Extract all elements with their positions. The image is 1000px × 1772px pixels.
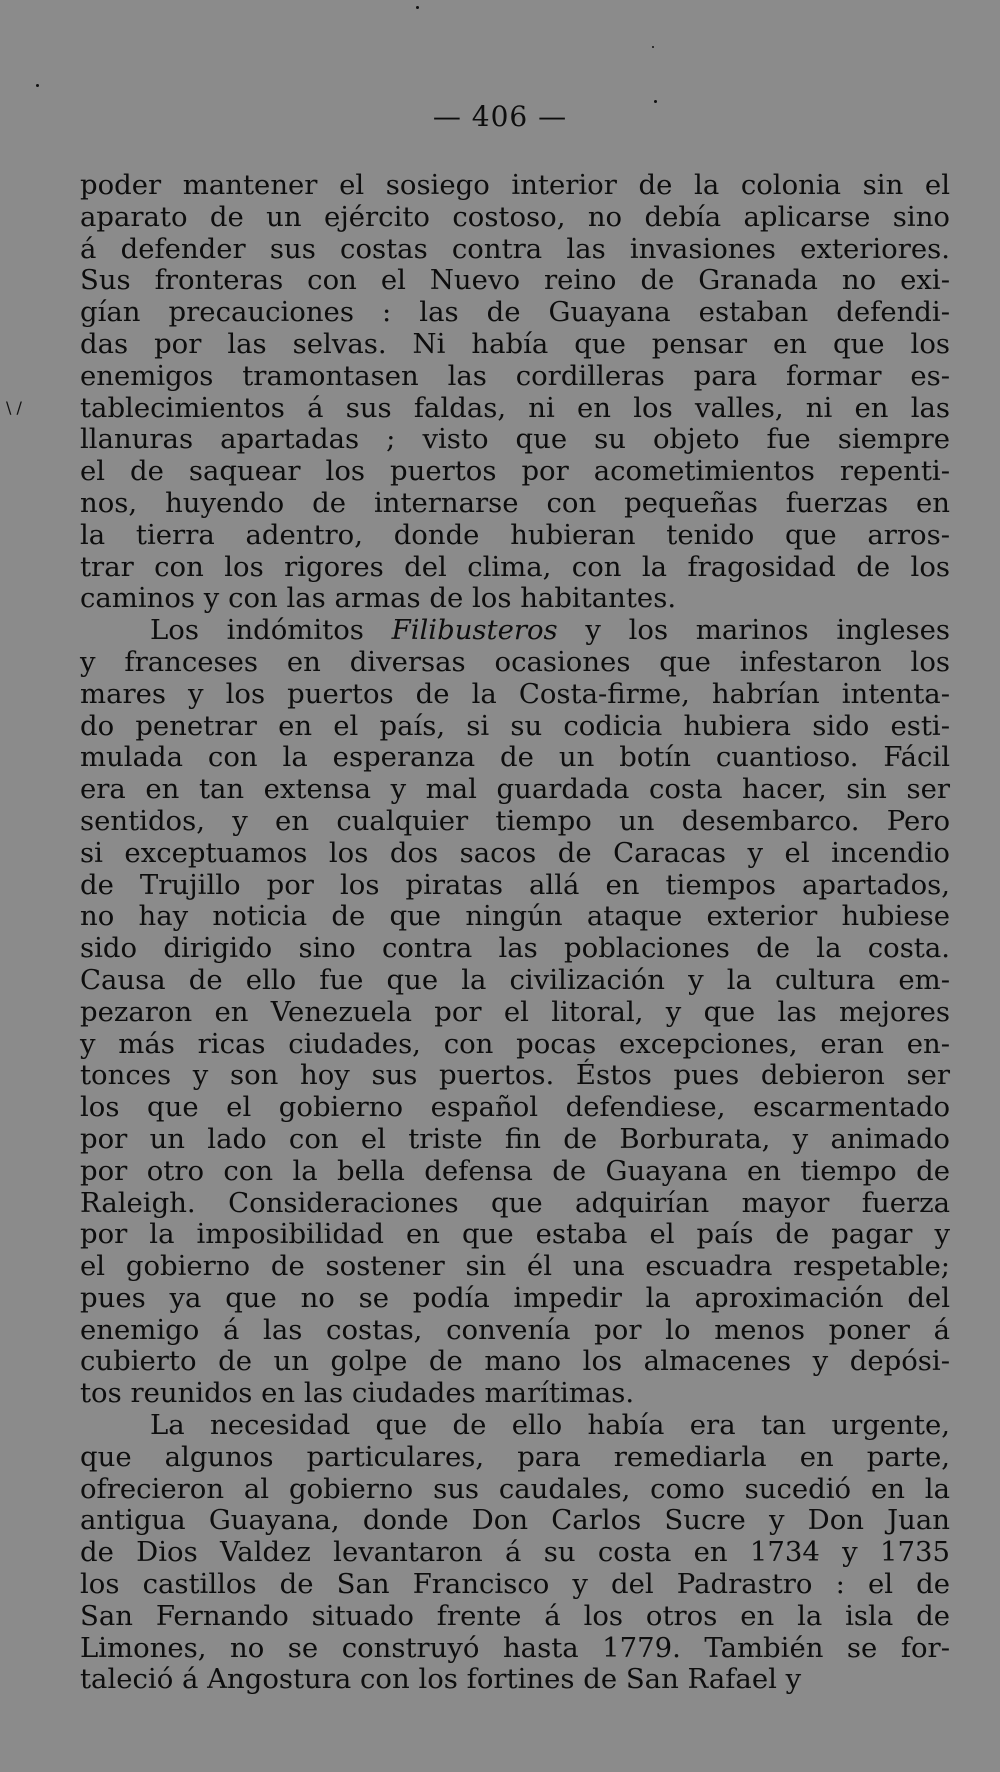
- text-line: y franceses en diversas ocasiones que infestaron los: [80, 645, 950, 678]
- text-line: cubierto de un golpe de mano los almacenes y depósi-: [80, 1345, 950, 1378]
- text-line: los castillos de San Francisco y del Padrastro : el de: [80, 1568, 950, 1601]
- text-line: de Dios Valdez levantaron á su costa en 1734 y 1735: [80, 1536, 950, 1569]
- text-line: La necesidad que de ello había era tan urgente,: [150, 1409, 950, 1442]
- text-line: Raleigh. Consideraciones que adquirían mayor fuerza: [80, 1186, 950, 1219]
- italic-term: Filibusteros: [391, 614, 558, 647]
- body-text: [80, 170, 950, 1696]
- text-line: tonces y son hoy sus puertos. Éstos pues debieron ser: [80, 1059, 950, 1092]
- ink-speck: [652, 46, 654, 48]
- text-line: mares y los puertos de la Costa-firme, habrían intenta-: [80, 677, 950, 710]
- text-line: el de saquear los puertos por acometimientos repenti-: [80, 455, 950, 488]
- text-line: Los indómitos Filibusteros y los marinos ingleses: [150, 614, 950, 647]
- text-line: mulada con la esperanza de un botín cuantioso. Fácil: [80, 741, 950, 774]
- text-line: tos reunidos en las ciudades marítimas.: [80, 1377, 635, 1410]
- text-line: por un lado con el triste fin de Borburata, y animado: [80, 1122, 950, 1155]
- text-line: trar con los rigores del clima, con la fragosidad de los: [80, 550, 950, 583]
- text-line: no hay noticia de que ningún ataque exterior hubiese: [80, 900, 950, 933]
- ink-speck: [36, 84, 39, 87]
- margin-mark: \ /: [6, 398, 22, 417]
- text-line: enemigo á las costas, convenía por lo menos poner á: [80, 1313, 950, 1346]
- text-line: poder mantener el sosiego interior de la colonia sin el: [80, 169, 950, 201]
- text-line: llanuras apartadas ; visto que su objeto fue siempre: [80, 423, 950, 456]
- text-line: pues ya que no se podía impedir la aproximación del: [80, 1281, 950, 1314]
- text-line: y más ricas ciudades, con pocas excepciones, eran en-: [80, 1027, 950, 1060]
- text-line: San Fernando situado frente á los otros en la isla de: [80, 1599, 950, 1632]
- text-line: tablecimientos á sus faldas, ni en los valles, ni en las: [80, 391, 950, 424]
- text-line: pezaron en Venezuela por el litoral, y que las mejores: [80, 995, 950, 1028]
- text-line: das por las selvas. Ni había que pensar en que los: [80, 327, 950, 360]
- ink-speck: [654, 100, 657, 103]
- text-line: sido dirigido sino contra las poblaciones de la costa.: [80, 932, 950, 965]
- text-line: Causa de ello fue que la civilización y la cultura em-: [80, 963, 950, 996]
- text-line: si exceptuamos los dos sacos de Caracas y el incendio: [80, 836, 950, 869]
- text-line: el gobierno de sostener sin él una escuadra respetable;: [80, 1250, 950, 1283]
- paragraph: [80, 1410, 950, 1696]
- text-line: nos, huyendo de internarse con pequeñas fuerzas en: [80, 486, 950, 519]
- text-line: que algunos particulares, para remediarla en parte,: [80, 1440, 950, 1473]
- text-line: era en tan extensa y mal guardada costa hacer, sin ser: [80, 773, 950, 806]
- text-line: por la imposibilidad en que estaba el país de pagar y: [80, 1218, 950, 1251]
- text-line: ofrecieron al gobierno sus caudales, como sucedió en la: [80, 1472, 950, 1505]
- text-line: taleció á Angostura con los fortines de San Rafael y: [80, 1663, 802, 1696]
- text-line: Limones, no se construyó hasta 1779. También se for-: [80, 1631, 950, 1664]
- text-line: do penetrar en el país, si su codicia hubiera sido esti-: [80, 709, 950, 742]
- text-line: aparato de un ejército costoso, no debía aplicarse sino: [80, 200, 950, 233]
- text-line: la tierra adentro, donde hubieran tenido que arros-: [80, 518, 950, 551]
- text-line: Sus fronteras con el Nuevo reino de Granada no exi-: [80, 264, 950, 297]
- ink-speck: [416, 6, 419, 9]
- text-line: de Trujillo por los piratas allá en tiempos apartados,: [80, 868, 950, 901]
- paragraph: [80, 615, 950, 1410]
- text-line: antigua Guayana, donde Don Carlos Sucre y Don Juan: [80, 1504, 950, 1537]
- text-line: sentidos, y en cualquier tiempo un desembarco. Pero: [80, 804, 950, 837]
- page-number: — 406 —: [432, 100, 568, 133]
- paragraph: [80, 170, 950, 615]
- text-line: caminos y con las armas de los habitantes.: [80, 582, 677, 615]
- text-line: á defender sus costas contra las invasiones exteriores.: [80, 232, 950, 265]
- text-line: gían precauciones : las de Guayana estaban defendi-: [80, 296, 950, 329]
- text-line: enemigos tramontasen las cordilleras para formar es-: [80, 359, 950, 392]
- text-line: los que el gobierno español defendiese, escarmentado: [80, 1091, 950, 1124]
- text-line: por otro con la bella defensa de Guayana en tiempo de: [80, 1154, 950, 1187]
